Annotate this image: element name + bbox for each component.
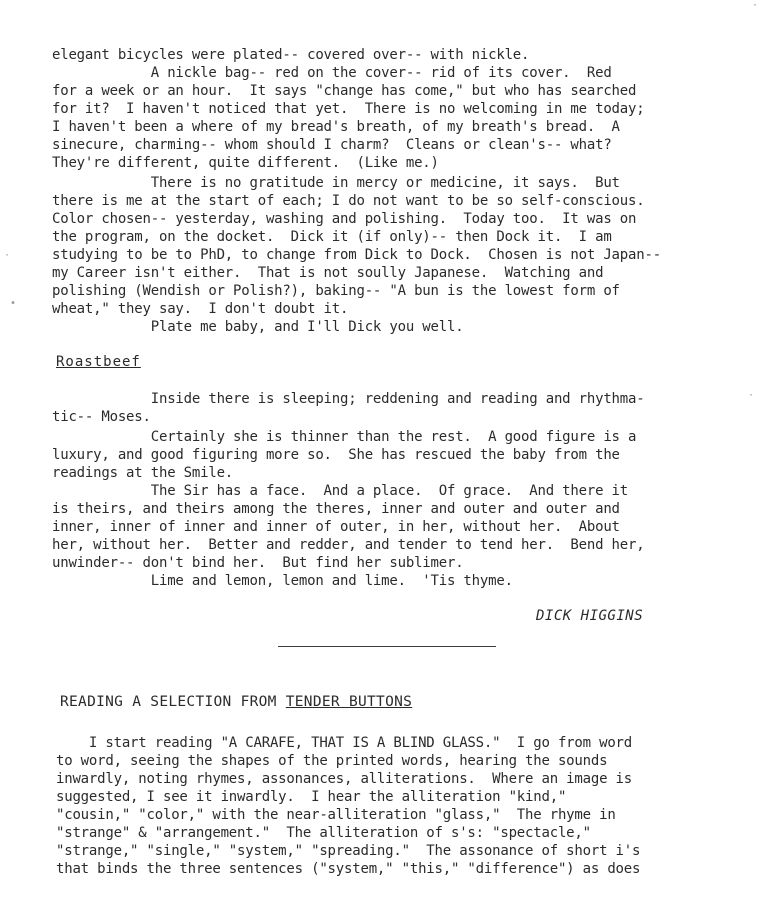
text-line: my Career isn't either. That is not soully Japanese. Watching and [52, 265, 604, 281]
section-title-roastbeef: Roastbeef [56, 354, 141, 370]
text-line: "strange" & "arrangement." The alliteration of s's: "spectacle," [56, 825, 591, 841]
text-line: Certainly she is thinner than the rest. A good figure is a [52, 429, 637, 445]
text-line: for a week or an hour. It says "change has come," but who has searched [52, 83, 637, 99]
section-heading [60, 694, 412, 710]
text-line: Inside there is sleeping; reddening and reading and rhythma- [52, 391, 645, 407]
text-line: inner, inner of inner and inner of outer, in her, without her. About [52, 519, 620, 535]
text-line: I haven't been a where of my bread's breath, of my breath's bread. A [52, 119, 620, 135]
scan-speck: · [752, 0, 759, 11]
text-line: tic-- Moses. [52, 409, 151, 425]
text-line: Lime and lemon, lemon and lime. 'Tis thyme. [52, 573, 513, 589]
text-line: unwinder-- don't bind her. But find her sublimer. [52, 555, 464, 571]
text-line: Plate me baby, and I'll Dick you well. [52, 319, 464, 335]
text-line: luxury, and good figuring more so. She has rescued the baby from the [52, 447, 620, 463]
text-line: They're different, quite different. (Like me.) [52, 155, 439, 171]
text-line: is theirs, and theirs among the theres, inner and outer and outer and [52, 501, 620, 517]
text-line: the program, on the docket. Dick it (if only)-- then Dock it. I am [52, 229, 612, 245]
text-line: inwardly, noting rhymes, assonances, alliterations. Where an image is [56, 771, 633, 787]
text-line: suggested, I see it inwardly. I hear the alliteration "kind," [56, 789, 567, 805]
text-line: that binds the three sentences ("system," "this," "difference") as does [56, 861, 641, 877]
scan-speck: • [10, 298, 17, 309]
scan-speck: · [4, 250, 11, 261]
heading-prefix: READING A SELECTION FROM [60, 694, 286, 710]
text-line: The Sir has a face. And a place. Of grace. And there it [52, 483, 629, 499]
author-signature: DICK HIGGINS [536, 608, 644, 624]
text-line: Color chosen-- yesterday, washing and polishing. Today too. It was on [52, 211, 637, 227]
text-line: "cousin," "color," with the near-alliteration "glass," The rhyme in [56, 807, 616, 823]
text-line: "strange," "single," "system," "spreading." The assonance of short i's [56, 843, 641, 859]
text-line: I start reading "A CARAFE, THAT IS A BLIND GLASS." I go from word [56, 735, 633, 751]
text-line: studying to be to PhD, to change from Dick to Dock. Chosen is not Japan-- [52, 247, 661, 263]
text-line: sinecure, charming-- whom should I charm? Cleans or clean's-- what? [52, 137, 612, 153]
text-line: A nickle bag-- red on the cover-- rid of its cover. Red [52, 65, 612, 81]
section-divider [278, 646, 496, 647]
text-line: there is me at the start of each; I do not want to be so self-conscious. [52, 193, 645, 209]
text-line: for it? I haven't noticed that yet. There is no welcoming in me today; [52, 101, 645, 117]
scan-speck: · [748, 390, 755, 401]
heading-title: TENDER BUTTONS [285, 694, 413, 710]
text-line: polishing (Wendish or Polish?), baking-- "A bun is the lowest form of [52, 283, 620, 299]
text-line: wheat," they say. I don't doubt it. [52, 301, 349, 317]
text-line: elegant bicycles were plated-- covered over-- with nickle. [52, 47, 530, 63]
text-line: to word, seeing the shapes of the printed words, hearing the sounds [56, 753, 608, 769]
text-line: There is no gratitude in mercy or medicine, it says. But [52, 175, 620, 191]
text-line: her, without her. Better and redder, and tender to tend her. Bend her, [52, 537, 645, 553]
text-line: readings at the Smile. [52, 465, 234, 481]
